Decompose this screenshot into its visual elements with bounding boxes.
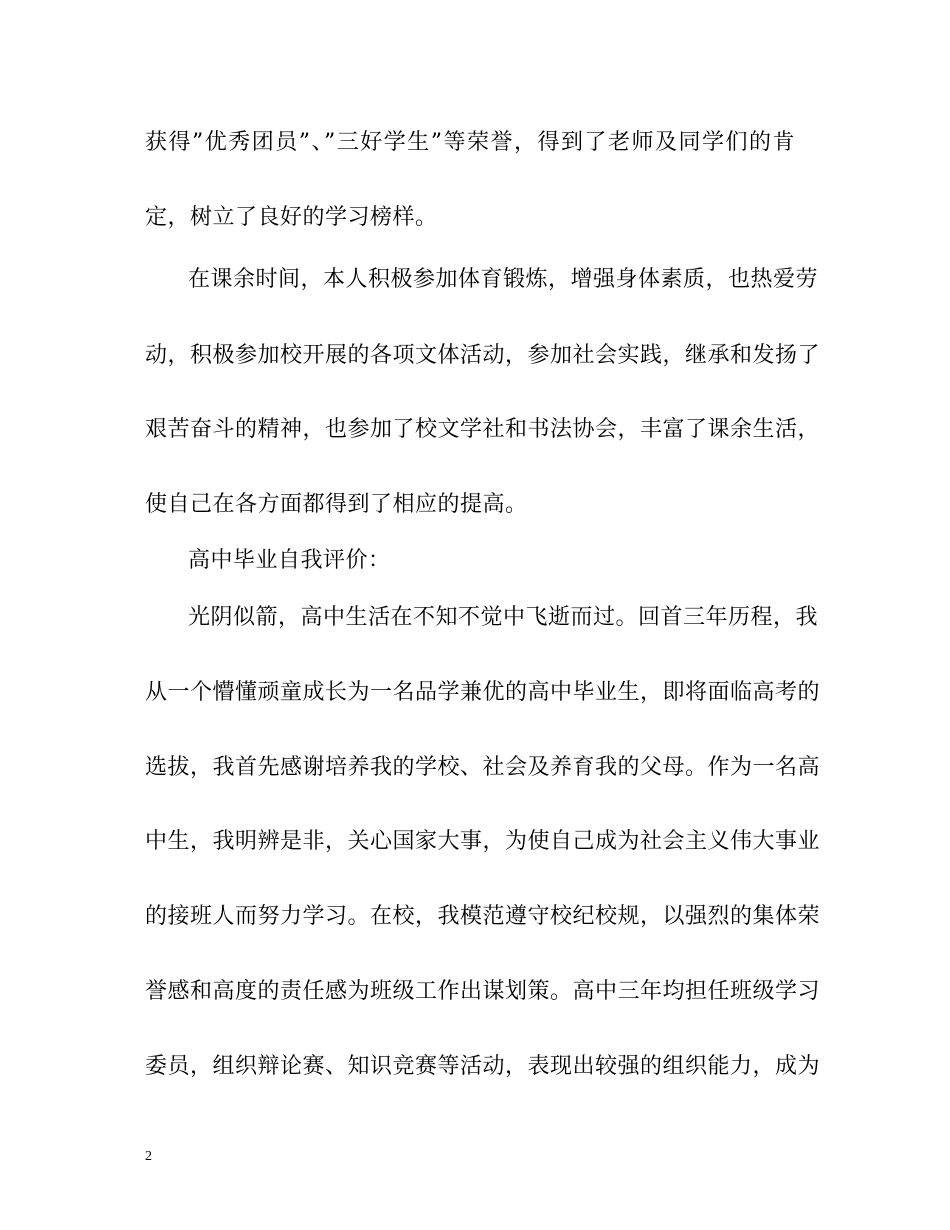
paragraph-line: 光阴似箭，高中生活在不知不觉中飞逝而过。回首三年历程，我 xyxy=(188,605,819,630)
paragraph-line: 誉感和高度的责任感为班级工作出谋划策。高中三年均担任班级学习 xyxy=(145,979,821,1004)
paragraph-line: 获得”优秀团员”、”三好学生”等荣誉，得到了老师及同学们的肯 xyxy=(145,130,795,155)
paragraph-line: 使自己在各方面都得到了相应的提高。 xyxy=(145,492,528,517)
paragraph-line: 从一个懵懂顽童成长为一名品学兼优的高中毕业生，即将面临高考的 xyxy=(145,680,821,705)
page-number: 2 xyxy=(145,1149,152,1164)
paragraph-line: 中生，我明辨是非，关心国家大事，为使自己成为社会主义伟大事业 xyxy=(145,829,821,854)
section-heading: 高中毕业自我评价： xyxy=(188,548,391,573)
paragraph-line: 委员，组织辩论赛、知识竞赛等活动，表现出较强的组织能力，成为 xyxy=(145,1054,821,1079)
paragraph-line: 动，积极参加校开展的各项文体活动，参加社会实践，继承和发扬了 xyxy=(145,343,821,368)
paragraph-line: 的接班人而努力学习。在校，我模范遵守校纪校规，以强烈的集体荣 xyxy=(145,904,821,929)
paragraph-line: 艰苦奋斗的精神，也参加了校文学社和书法协会，丰富了课余生活， xyxy=(145,417,821,442)
paragraph-line: 选拔，我首先感谢培养我的学校、社会及养育我的父母。作为一名高 xyxy=(145,755,821,780)
paragraph-line: 在课余时间，本人积极参加体育锻炼，增强身体素质，也热爱劳 xyxy=(188,267,819,292)
paragraph-line: 定，树立了良好的学习榜样。 xyxy=(145,205,438,230)
